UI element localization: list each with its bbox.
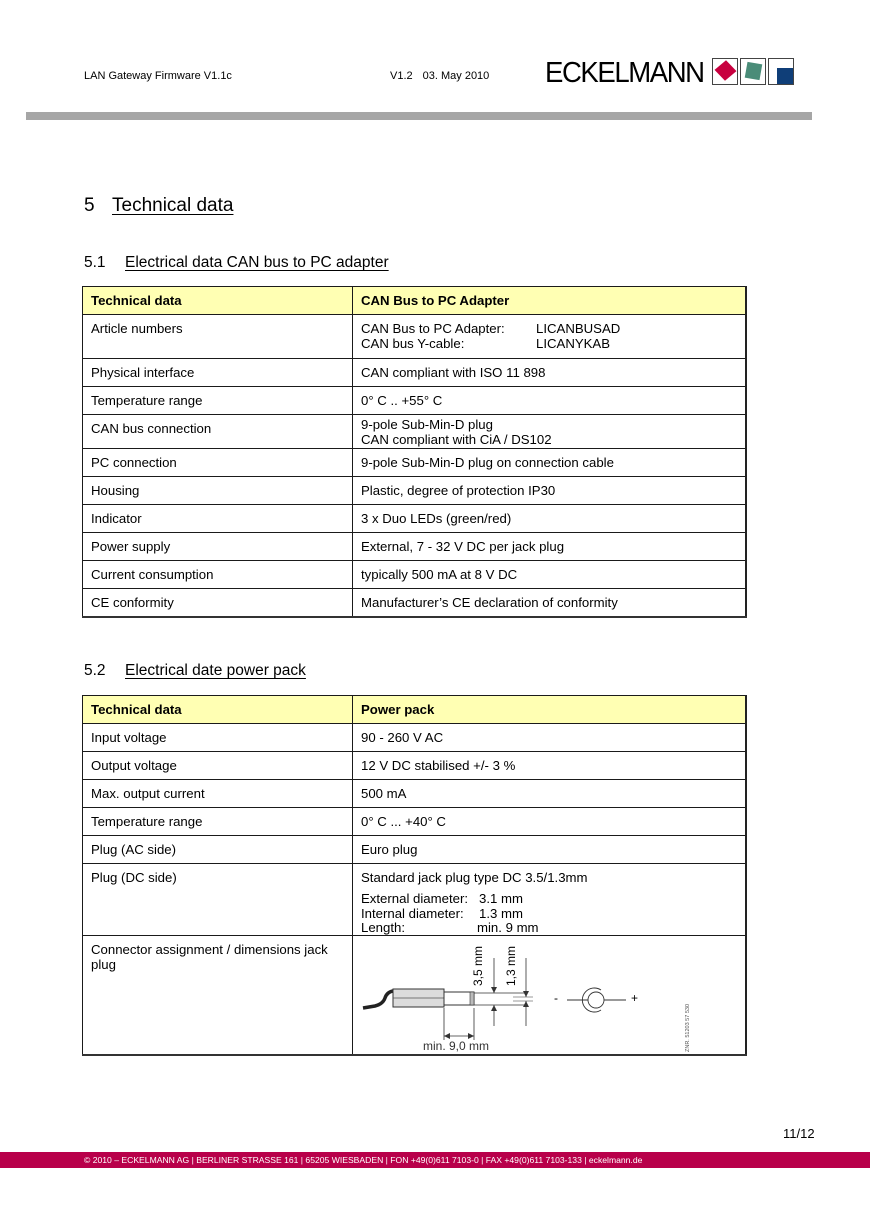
pair-key: External diameter: — [361, 891, 469, 906]
row-value: 0° C ... +40° C — [353, 808, 747, 836]
row-label: Article numbers — [83, 315, 353, 359]
table-row — [83, 561, 747, 589]
table-row — [83, 505, 747, 533]
row-value: CAN compliant with ISO 11 898 — [353, 359, 747, 387]
row-label: Input voltage — [83, 724, 353, 752]
date: 03. May 2010 — [422, 70, 490, 82]
table-row — [83, 315, 747, 359]
pair-key: CAN bus Y-cable: — [361, 336, 465, 351]
table-row — [83, 533, 747, 561]
row-label: CAN bus connection — [83, 415, 353, 449]
table-row — [83, 415, 747, 449]
polarity-plus: + — [631, 991, 639, 1005]
pair-value: 3.1 mm — [479, 891, 523, 906]
table-row — [83, 449, 747, 477]
row-value: External, 7 - 32 V DC per jack plug — [353, 533, 747, 561]
row-label: Output voltage — [83, 752, 353, 780]
section-heading — [84, 195, 233, 217]
plug-pin — [444, 992, 474, 1005]
cable-line — [363, 991, 393, 1008]
subsection-heading-5-2 — [84, 662, 306, 680]
polarity-minus: - — [554, 991, 558, 1005]
company-logo-text: ECKELMANN — [545, 57, 704, 89]
subsection-title: Electrical data CAN bus to PC adapter — [125, 254, 389, 271]
table-row — [83, 780, 747, 808]
row-label: Power supply — [83, 533, 353, 561]
version: V1.2 — [390, 70, 413, 82]
header-cell: CAN Bus to PC Adapter — [353, 287, 747, 315]
jack-plug-diagram — [353, 936, 745, 1054]
header-cell: Technical data — [83, 287, 353, 315]
table-row — [83, 359, 747, 387]
dim-inner-label: 1,3 mm — [504, 945, 518, 986]
pair-key: Internal diameter: — [361, 906, 464, 921]
footer-text: © 2010 – ECKELMANN AG | BERLINER STRASSE 161 | 65205 WIESBADEN | FON +49(0)611 7103-0 | FAX +49(0)611 7103-133 | eckelmann.de — [84, 1155, 643, 1165]
row-value: Manufacturer’s CE declaration of conformity — [353, 589, 747, 618]
table-header-row — [83, 696, 747, 724]
table-header-row — [83, 287, 747, 315]
header-divider — [26, 112, 812, 120]
row-value — [353, 864, 747, 936]
pair-value: 1.3 mm — [479, 906, 523, 921]
section-title: Technical data — [112, 195, 234, 216]
pair-value: min. 9 mm — [477, 920, 539, 935]
row-value: 500 mA — [353, 780, 747, 808]
can-adapter-spec-table — [82, 286, 747, 618]
page-number: 11/12 — [783, 1126, 815, 1141]
article-number-pair — [361, 321, 737, 336]
drawing-number: ZNR. 51203 57 530 — [685, 1003, 691, 1052]
section-number: 5 — [84, 195, 95, 216]
row-label: Plug (DC side) — [83, 864, 353, 936]
row-value: typically 500 mA at 8 V DC — [353, 561, 747, 589]
pair-key: Length: — [361, 920, 405, 935]
row-label: CE conformity — [83, 589, 353, 618]
row-value: 3 x Duo LEDs (green/red) — [353, 505, 747, 533]
article-number-pair — [361, 336, 737, 355]
row-label: Plug (AC side) — [83, 836, 353, 864]
row-label: Max. output current — [83, 780, 353, 808]
row-label: Connector assignment / dimensions jack plug — [83, 936, 353, 1056]
logo-blue-square-icon — [768, 58, 794, 85]
row-value: 12 V DC stabilised +/- 3 % — [353, 752, 747, 780]
table-row — [83, 836, 747, 864]
pair-value: LICANYKAB — [536, 336, 611, 351]
subsection-number: 5.1 — [84, 254, 106, 271]
version-date — [390, 70, 489, 82]
logo-red-diamond-icon — [712, 58, 738, 85]
row-label: Housing — [83, 477, 353, 505]
table-row — [83, 808, 747, 836]
row-value — [353, 315, 747, 359]
row-label: Current consumption — [83, 561, 353, 589]
table-row — [83, 864, 747, 936]
table-row — [83, 589, 747, 618]
subsection-number: 5.2 — [84, 662, 106, 679]
table-row — [83, 936, 747, 1056]
document-title: LAN Gateway Firmware V1.1c — [84, 70, 232, 82]
value-line: Standard jack plug type DC 3.5/1.3mm — [361, 870, 588, 885]
subsection-title: Electrical date power pack — [125, 662, 306, 679]
pair-key: CAN Bus to PC Adapter: — [361, 321, 505, 336]
logo-green-square-icon — [740, 58, 766, 85]
table-row — [83, 724, 747, 752]
header-cell: Technical data — [83, 696, 353, 724]
table-row — [83, 477, 747, 505]
power-pack-spec-table — [82, 695, 747, 1056]
value-line: CAN compliant with CiA / DS102 — [361, 432, 552, 447]
polarity-inner-circle — [588, 992, 604, 1008]
table-row — [83, 752, 747, 780]
table-row — [83, 387, 747, 415]
footer-bar — [0, 1152, 870, 1168]
row-value: 90 - 260 V AC — [353, 724, 747, 752]
row-label: Indicator — [83, 505, 353, 533]
subsection-heading-5-1 — [84, 254, 389, 272]
row-label: Temperature range — [83, 387, 353, 415]
row-value: 0° C .. +55° C — [353, 387, 747, 415]
header-cell: Power pack — [353, 696, 747, 724]
row-value: Euro plug — [353, 836, 747, 864]
value-line: 9-pole Sub-Min-D plug — [361, 417, 493, 432]
company-logo — [712, 58, 794, 85]
row-label: Temperature range — [83, 808, 353, 836]
row-label: PC connection — [83, 449, 353, 477]
row-label: Physical interface — [83, 359, 353, 387]
dimension-pair — [361, 921, 737, 935]
row-value — [353, 415, 747, 449]
row-value: Plastic, degree of protection IP30 — [353, 477, 747, 505]
dim-outer-label: 3,5 mm — [471, 945, 485, 986]
dimension-pair — [361, 891, 737, 906]
row-value — [353, 936, 747, 1056]
dim-length-label: min. 9,0 mm — [423, 1039, 490, 1053]
row-value: 9-pole Sub-Min-D plug on connection cable — [353, 449, 747, 477]
dimension-pair — [361, 906, 737, 921]
pair-value: LICANBUSAD — [536, 321, 621, 336]
